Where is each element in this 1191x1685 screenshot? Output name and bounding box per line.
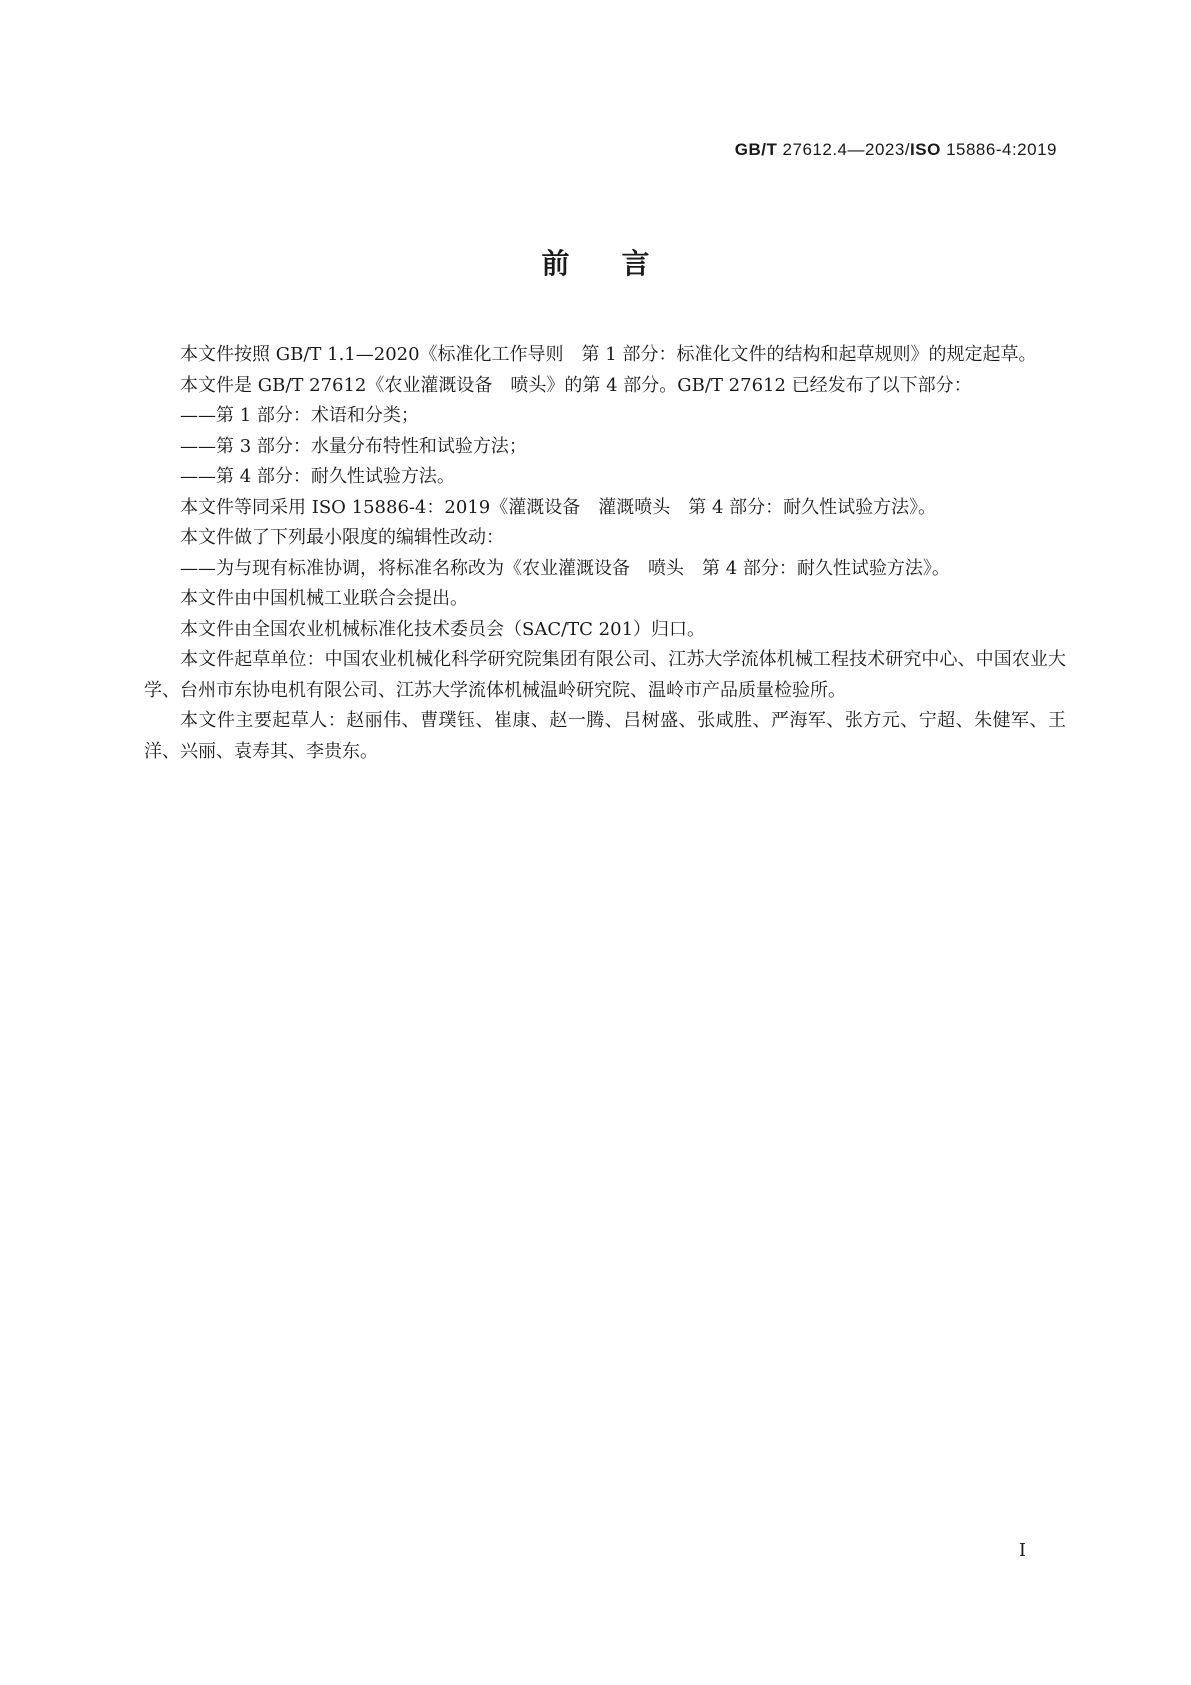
standard-code-number: 27612.4—2023/ — [777, 140, 911, 159]
paragraph-drafters: 本文件主要起草人：赵丽伟、曹璞钰、崔康、赵一腾、吕树盛、张咸胜、严海军、张方元、宁超、朱健军、王洋、兴丽、袁寿其、李贵东。 — [144, 710, 1066, 762]
list-item-title-change: ——为与现有标准协调，将标准名称改为《农业灌溉设备 喷头 第 4 部分：耐久性试验方法》。 — [180, 557, 950, 579]
paragraph-editorial-changes: 本文件做了下列最小限度的编辑性改动： — [180, 527, 504, 548]
paragraph-drafting-rules: 本文件按照 GB/T 1.1—2020《标准化工作导则 第 1 部分：标准化文件的结构和起草规则》的规定起草。 — [180, 344, 1037, 365]
iso-code-number: 15886-4:2019 — [940, 140, 1057, 159]
list-item-part-4: ——第 4 部分：耐久性试验方法。 — [180, 466, 455, 487]
page-title: 前言 — [541, 247, 702, 280]
standard-code-header — [735, 140, 1057, 160]
paragraph-proposer: 本文件由中国机械工业联合会提出。 — [180, 588, 468, 609]
foreword-body — [144, 340, 1066, 767]
standard-code-prefix: GB/T — [734, 140, 778, 159]
page-number: I — [1018, 1540, 1026, 1561]
paragraph-iso-adoption: 本文件等同采用 ISO 15886-4：2019《灌溉设备 灌溉喷头 第 4 部分：耐久性试验方法》。 — [180, 496, 937, 518]
paragraph-series-parts: 本文件是 GB/T 27612《农业灌溉设备 喷头》的第 4 部分。GB/T 27612 已经发布了以下部分： — [180, 374, 972, 396]
iso-code-prefix: ISO — [910, 140, 941, 159]
paragraph-drafting-units: 本文件起草单位：中国农业机械化科学研究院集团有限公司、江苏大学流体机械工程技术研究中心、中国农业大学、台州市东协电机有限公司、江苏大学流体机械温岭研究院、温岭市产品质量检验所。 — [144, 649, 1066, 701]
list-item-part-1: ——第 1 部分：术语和分类； — [180, 405, 419, 426]
list-item-part-3: ——第 3 部分：水量分布特性和试验方法； — [180, 435, 527, 457]
paragraph-committee: 本文件由全国农业机械标准化技术委员会（SAC/TC 201）归口。 — [180, 618, 706, 640]
